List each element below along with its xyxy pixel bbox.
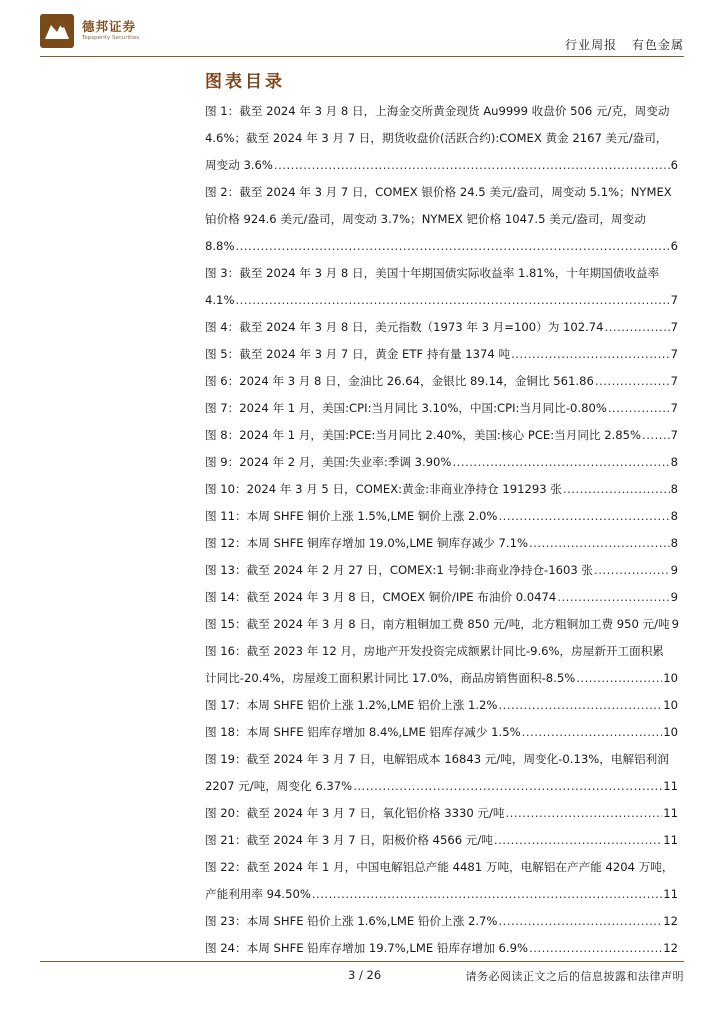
header-labels: [565, 36, 684, 53]
toc-entry-text-line: 图 21：截至 2024 年 3 月 7 日，阳极价格 4566 元/吨: [205, 833, 493, 847]
toc-entry-text-line: 图 19：截至 2024 年 3 月 7 日，电解铝成本 16843 元/吨，周变化-0.13%，电解铝利润: [205, 752, 669, 766]
toc-entry-text-line: 周变动 3.6%: [205, 158, 273, 172]
toc-entry[interactable]: [205, 260, 678, 314]
toc-entry-text-line: 图 9：2024 年 2 月，美国:失业率:季调 3.90%: [205, 455, 452, 469]
toc-page-number: 8: [670, 509, 678, 523]
toc-entry[interactable]: [205, 179, 678, 260]
page-number: 3 / 26: [348, 968, 382, 982]
toc-entry-text-line: 图 23：本周 SHFE 铅价上涨 1.6%,LME 铅价上涨 2.7%: [205, 914, 498, 928]
toc-entry[interactable]: [205, 422, 678, 449]
toc-entry[interactable]: [205, 341, 678, 368]
toc-entry-text-line: 4.1%: [205, 293, 235, 307]
toc-leader-dots: [353, 773, 662, 800]
toc-leader-dots: [511, 341, 670, 368]
toc-entry-text-line: 图 7：2024 年 1 月，美国:CPI:当月同比 3.10%，中国:CPI:当月同比-0.80%: [205, 401, 607, 415]
toc-entry-text-line: 铂价格 924.6 美元/盎司，周变动 3.7%；NYMEX 钯价格 1047.5 美元/盎司，周变动: [205, 212, 646, 226]
toc-entry[interactable]: [205, 368, 678, 395]
toc-entry[interactable]: [205, 611, 678, 638]
toc-entry-text-line: 图 14：截至 2024 年 3 月 8 日，CMOEX 铜价/IPE 布油价 0.0474: [205, 590, 557, 604]
company-logo: [40, 14, 150, 48]
logo-mark-icon: [40, 14, 74, 48]
toc-entry-text-line: 图 6：2024 年 3 月 8 日，金油比 26.64，金银比 89.14，金铜比 561.86: [205, 374, 594, 388]
toc-leader-dots: [235, 233, 669, 260]
toc-entry[interactable]: [205, 449, 678, 476]
toc-leader-dots: [595, 368, 670, 395]
toc-page-number: 10: [663, 725, 678, 739]
toc-entry[interactable]: [205, 800, 678, 827]
toc-leader-dots: [498, 692, 662, 719]
toc-entry-text-line: 图 24：本周 SHFE 铅库存增加 19.7%,LME 铅库存增加 6.9%: [205, 941, 529, 955]
toc-entry-text-line: 图 16：截至 2023 年 12 月，房地产开发投资完成额累计同比-9.6%，房屋新开工面积累: [205, 644, 664, 658]
toc-page-number: 8: [670, 482, 678, 496]
toc-page-number: 9: [671, 617, 680, 631]
toc-page-number: 11: [663, 806, 678, 820]
toc-page-number: 11: [663, 779, 678, 793]
toc-leader-dots: [274, 152, 670, 179]
toc-title: 图表目录: [205, 72, 285, 92]
toc-leader-dots: [452, 449, 669, 476]
logo-name-cn: 德邦证券: [82, 19, 137, 34]
toc-entry-text-line: 图 4：截至 2024 年 3 月 8 日，美元指数（1973 年 3 月=100）为 102.74: [205, 320, 604, 334]
toc-entry[interactable]: [205, 98, 678, 179]
toc-entry-text-line: 图 20：截至 2024 年 3 月 7 日，氧化铝价格 3330 元/吨: [205, 806, 505, 820]
toc-entry[interactable]: [205, 908, 678, 935]
toc-entry[interactable]: [205, 692, 678, 719]
toc-leader-dots: [312, 881, 662, 908]
toc-leader-dots: [498, 908, 662, 935]
toc-entry[interactable]: [205, 476, 678, 503]
logo-name-en: Topsperity Securities: [82, 35, 140, 41]
toc-leader-dots: [642, 422, 670, 449]
footer-divider: [40, 961, 684, 962]
toc-entry-text-line: 图 18：本周 SHFE 铝库存增加 8.4%,LME 铝库存减少 1.5%: [205, 725, 521, 739]
toc-entry-text-line: 4.6%；截至 2024 年 3 月 7 日，期货收盘价(活跃合约):COMEX 黄金 2167 美元/盎司，: [205, 131, 668, 145]
toc-entry-text-line: 图 15：截至 2024 年 3 月 8 日，南方粗铜加工费 850 元/吨，北方粗铜加工费 950 元/吨: [205, 617, 670, 631]
toc-entry[interactable]: [205, 530, 678, 557]
toc-entry-text-line: 计同比-20.4%，房屋竣工面积累计同比 17.0%，商品房销售面积-8.5%: [205, 671, 576, 685]
toc-leader-dots: [557, 584, 669, 611]
toc-leader-dots: [529, 530, 670, 557]
toc-page-number: 7: [670, 401, 678, 415]
toc-page-number: 7: [670, 347, 678, 361]
industry-name: 有色金属: [631, 38, 684, 52]
toc-entry-text-line: 图 3：截至 2024 年 3 月 8 日，美国十年期国债实际收益率 1.81%，十年期国债收益率: [205, 266, 660, 280]
toc-page-number: 7: [670, 428, 678, 442]
toc-entry[interactable]: [205, 935, 678, 962]
toc-entry-text-line: 2207 元/吨，周变化 6.37%: [205, 779, 353, 793]
toc-entry[interactable]: [205, 827, 678, 854]
toc-entry[interactable]: [205, 395, 678, 422]
toc-entry-text-line: 8.8%: [205, 239, 235, 253]
toc-leader-dots: [506, 800, 663, 827]
toc-entry-text-line: 图 10：2024 年 3 月 5 日，COMEX:黄金:非商业净持仓 191293 张: [205, 482, 562, 496]
toc-leader-dots: [594, 557, 670, 584]
toc-entry-text-line: 图 22：截至 2024 年 1 月，中国电解铝总产能 4481 万吨，电解铝在产产能 4204 万吨，: [205, 860, 674, 874]
toc-page-number: 10: [663, 698, 678, 712]
toc-entry[interactable]: [205, 503, 678, 530]
toc-entry-text-line: 图 5：截至 2024 年 3 月 7 日，黄金 ETF 持有量 1374 吨: [205, 347, 511, 361]
toc-page-number: 12: [663, 941, 678, 955]
toc-leader-dots: [605, 314, 670, 341]
toc-page-number: 10: [663, 671, 678, 685]
toc-entry-text-line: 图 12：本周 SHFE 铜库存增加 19.0%,LME 铜库存减少 7.1%: [205, 536, 529, 550]
toc-entry-text-line: 图 11：本周 SHFE 铜价上涨 1.5%,LME 铜价上涨 2.0%: [205, 509, 498, 523]
report-type: 行业周报: [565, 38, 618, 52]
toc-leader-dots: [608, 395, 670, 422]
toc-page-number: 7: [670, 320, 678, 334]
toc-entry[interactable]: [205, 746, 678, 800]
toc-leader-dots: [563, 476, 670, 503]
toc-leader-dots: [494, 827, 662, 854]
toc-entry-text-line: 图 2：截至 2024 年 3 月 7 日，COMEX 银价格 24.5 美元/盎司，周变动 5.1%；NYMEX: [205, 185, 672, 199]
toc-entry[interactable]: [205, 638, 678, 692]
toc-page-number: 11: [663, 833, 678, 847]
toc-page-number: 7: [670, 293, 678, 307]
toc-page-number: 9: [670, 590, 678, 604]
toc-entry-text-line: 图 17：本周 SHFE 铝价上涨 1.2%,LME 铝价上涨 1.2%: [205, 698, 498, 712]
toc-leader-dots: [576, 665, 662, 692]
toc-leader-dots: [235, 287, 669, 314]
toc-page-number: 6: [670, 239, 678, 253]
toc-entry[interactable]: [205, 854, 678, 908]
toc-page-number: 12: [663, 914, 678, 928]
toc-page-number: 7: [670, 374, 678, 388]
toc-entry[interactable]: [205, 314, 678, 341]
header-divider: [40, 56, 684, 57]
toc-entry[interactable]: [205, 719, 678, 746]
toc-entry[interactable]: [205, 557, 678, 584]
footer-disclaimer: 请务必阅读正文之后的信息披露和法律声明: [465, 970, 684, 983]
toc-page-number: 11: [663, 887, 678, 901]
toc-page-number: 6: [670, 158, 678, 172]
toc-leader-dots: [529, 935, 662, 962]
toc-entry[interactable]: [205, 584, 678, 611]
toc-leader-dots: [522, 719, 663, 746]
toc-entry-text-line: 产能利用率 94.50%: [205, 887, 311, 901]
toc-entry-text-line: 图 13：截至 2024 年 2 月 27 日，COMEX:1 号铜:非商业净持仓-1603 张: [205, 563, 594, 577]
toc-page-number: 8: [670, 455, 678, 469]
toc-page-number: 8: [670, 536, 678, 550]
toc-leader-dots: [498, 503, 669, 530]
toc-entry-text-line: 图 1：截至 2024 年 3 月 8 日，上海金交所黄金现货 Au9999 收盘价 506 元/克，周变动: [205, 104, 670, 118]
toc-page-number: 9: [670, 563, 678, 577]
toc-list: [205, 98, 678, 962]
toc-entry-text-line: 图 8：2024 年 1 月，美国:PCE:当月同比 2.40%，美国:核心 PCE:当月同比 2.85%: [205, 428, 642, 442]
